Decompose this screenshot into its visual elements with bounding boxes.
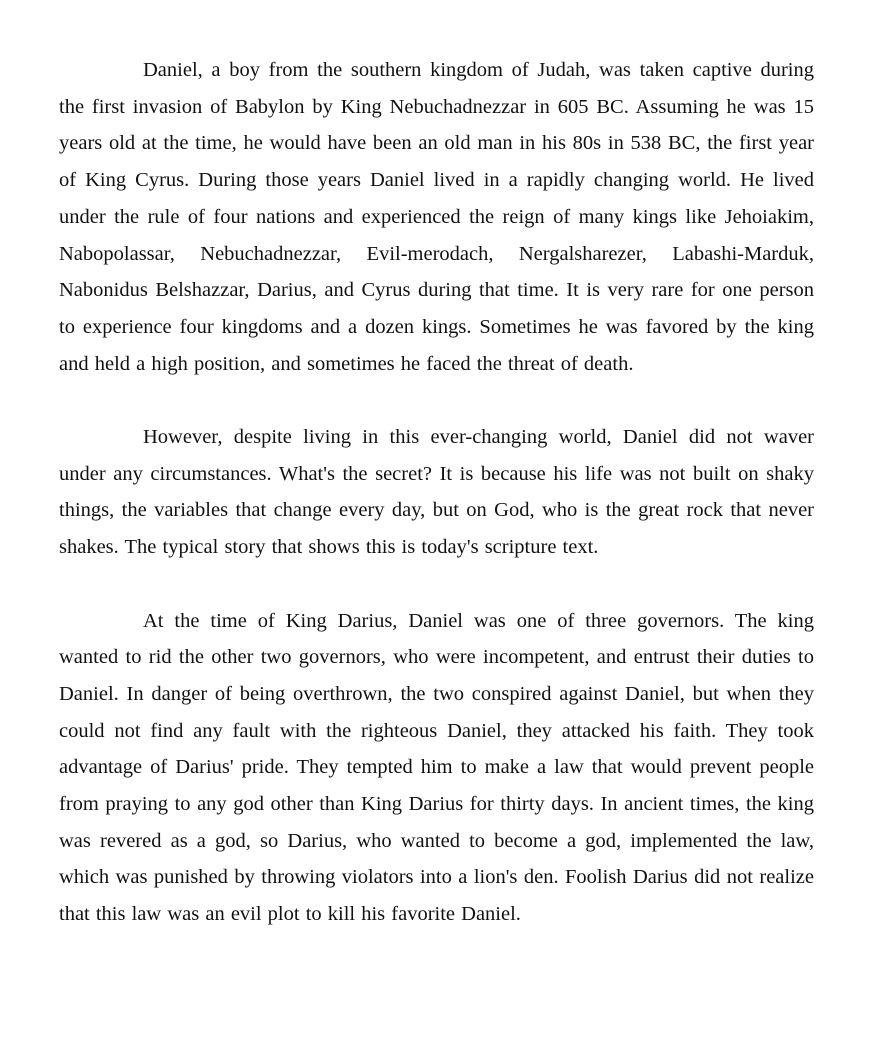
document-page xyxy=(59,52,814,933)
paragraph-1: Daniel, a boy from the southern kingdom of Judah, was taken captive during the first invasion of Babylon by King Nebuchadnezzar in 605 BC. Assuming he was 15 years old at the time, he would have been an old man in his 80s in 538 BC, the first year of King Cyrus. During those years Daniel lived in a rapidly changing world. He lived under the rule of four nations and experienced the reign of many kings like Jehoiakim, Nabopolassar, Nebuchadnezzar, Evil-merodach, Nergalsharezer, Labashi-Marduk, Nabonidus Belshazzar, Darius, and Cyrus during that time. It is very rare for one person to experience four kingdoms and a dozen kings. Sometimes he was favored by the king and held a high position, and sometimes he faced the threat of death. xyxy=(59,59,814,375)
paragraph-2: However, despite living in this ever-changing world, Daniel did not waver under any circumstances. What's the secret? It is because his life was not built on shaky things, the variables that change every day, but on God, who is the great rock that never shakes. The typical story that shows this is today's scripture text. xyxy=(59,426,814,559)
paragraph-3: At the time of King Darius, Daniel was one of three governors. The king wanted to rid the other two governors, who were incompetent, and entrust their duties to Daniel. In danger of being overthrown, the two conspired against Daniel, but when they could not find any fault with the righteous Daniel, they attacked his faith. They took advantage of Darius' pride. They tempted him to make a law that would prevent people from praying to any god other than King Darius for thirty days. In ancient times, the king was revered as a god, so Darius, who wanted to become a god, implemented the law, which was punished by throwing violators into a lion's den. Foolish Darius did not realize that this law was an evil plot to kill his favorite Daniel. xyxy=(59,609,814,926)
